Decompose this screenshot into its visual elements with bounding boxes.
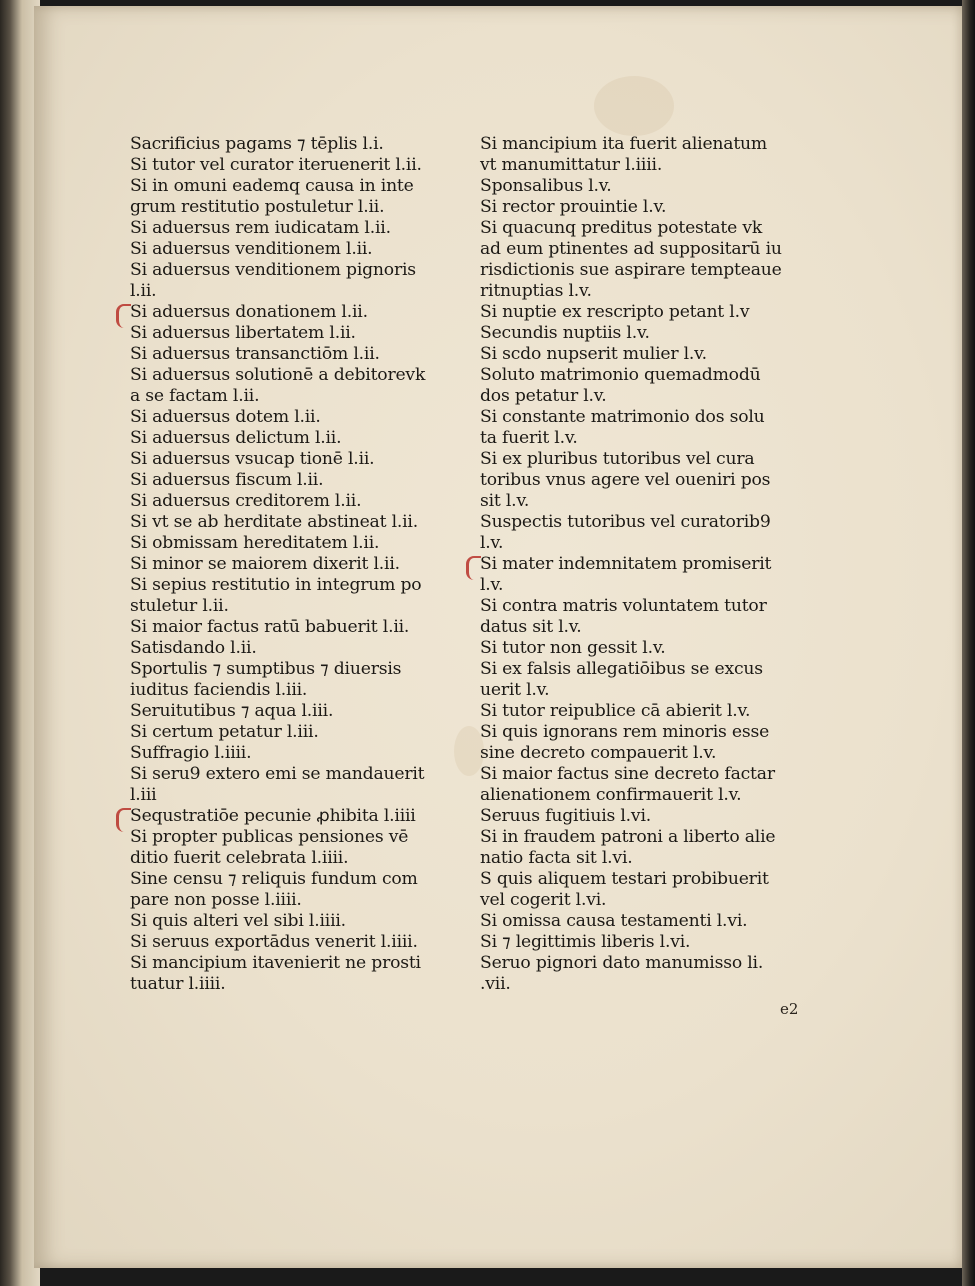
text-line: Si mancipium itavenierit ne prosti <box>130 953 421 973</box>
text-line: iuditus faciendis l.iii. <box>130 680 308 700</box>
text-line: natio facta sit l.vi. <box>480 848 633 868</box>
text-line: stuletur l.ii. <box>130 596 229 616</box>
right-text-column <box>480 134 810 995</box>
text-line: grum restitutio postuletur l.ii. <box>130 197 385 217</box>
text-line: Si vt se ab herditate abstineat l.ii. <box>130 512 418 532</box>
text-line: Si quacunq preditus potestate vk <box>480 218 763 238</box>
text-line: Si ⁊ legittimis liberis l.vi. <box>480 932 691 952</box>
text-line: vt manumittatur l.iiii. <box>480 155 663 175</box>
text-line: Sacrificius pagams ⁊ tēplis l.i. <box>130 134 384 154</box>
text-line: Si constante matrimonio dos solu <box>480 407 765 427</box>
text-line: Si aduersus fiscum l.ii. <box>130 470 324 490</box>
text-line: Si sepius restitutio in integrum po <box>130 575 422 595</box>
text-line: Si rector prouintie l.v. <box>480 197 667 217</box>
text-line: Si obmissam hereditatem l.ii. <box>130 533 380 553</box>
text-line: Si nuptie ex rescripto petant l.v <box>480 302 750 322</box>
text-line: Si mater indemnitatem promiserit <box>480 554 810 575</box>
text-line: Si quis alteri vel sibi l.iiii. <box>130 911 346 931</box>
text-line: Si aduersus dotem l.ii. <box>130 407 321 427</box>
text-line: Si mancipium ita fuerit alienatum <box>480 134 768 154</box>
text-line: dos petatur l.v. <box>480 386 607 406</box>
text-line: Si aduersus donationem l.ii. <box>130 302 455 323</box>
text-line: sit l.v. <box>480 491 530 511</box>
text-line: Si aduersus rem iudicatam l.ii. <box>130 218 391 238</box>
text-line: Si in fraudem patroni a liberto alie <box>480 827 776 847</box>
text-line: Si seruus exportādus venerit l.iiii. <box>130 932 418 952</box>
text-line: Satisdando l.ii. <box>130 638 257 658</box>
text-line: risdictionis sue aspirare tempteaue <box>480 260 782 280</box>
text-line: Si certum petatur l.iii. <box>130 722 319 742</box>
text-line: Si aduersus vsucap tionē l.ii. <box>130 449 375 469</box>
paper-stain <box>594 76 674 136</box>
text-line: Si maior factus ratū babuerit l.ii. <box>130 617 410 637</box>
text-line: Si minor se maiorem dixerit l.ii. <box>130 554 400 574</box>
text-line: Si aduersus delictum l.ii. <box>130 428 342 448</box>
text-line: Si contra matris voluntatem tutor <box>480 596 767 616</box>
text-line: tuatur l.iiii. <box>130 974 226 994</box>
text-line: Sine censu ⁊ reliquis fundum com <box>130 869 418 889</box>
text-line: Seruus fugitiuis l.vi. <box>480 806 651 826</box>
text-line: .vii. <box>480 974 511 994</box>
text-line: l.v. <box>480 575 504 595</box>
text-line: S quis aliquem testari probibuerit <box>480 869 769 889</box>
text-line: Si quis ignorans rem minoris esse <box>480 722 770 742</box>
text-line: Suffragio l.iiii. <box>130 743 252 763</box>
signature-mark: e2 <box>780 1000 799 1018</box>
text-line: alienationem confirmauerit l.v. <box>480 785 742 805</box>
page-edge <box>962 0 975 1286</box>
text-line: Si tutor non gessit l.v. <box>480 638 666 658</box>
text-line: datus sit l.v. <box>480 617 582 637</box>
text-line: l.iii <box>130 785 157 805</box>
text-line: Sequstratiōe pecunie ꝓhibita l.iiii <box>130 806 455 827</box>
text-line: pare non posse l.iiii. <box>130 890 302 910</box>
text-line: Si aduersus libertatem l.ii. <box>130 323 356 343</box>
text-line: uerit l.v. <box>480 680 550 700</box>
text-line: a se factam l.ii. <box>130 386 260 406</box>
text-line: Sponsalibus l.v. <box>480 176 612 196</box>
text-line: sine decreto compauerit l.v. <box>480 743 717 763</box>
text-line: Si in omuni eademq causa in inte <box>130 176 414 196</box>
text-line: l.v. <box>480 533 504 553</box>
text-line: Si aduersus solutionē a debitorevk <box>130 365 426 385</box>
text-line: Si omissa causa testamenti l.vi. <box>480 911 748 931</box>
text-line: l.ii. <box>130 281 157 301</box>
left-text-column <box>130 134 455 995</box>
text-line: Si scdo nupserit mulier l.v. <box>480 344 707 364</box>
text-line: Sportulis ⁊ sumptibus ⁊ diuersis <box>130 659 402 679</box>
text-line: Si tutor vel curator iteruenerit l.ii. <box>130 155 422 175</box>
text-line: Si maior factus sine decreto factar <box>480 764 775 784</box>
text-line: Si ex pluribus tutoribus vel cura <box>480 449 755 469</box>
text-line: Seruitutibus ⁊ aqua l.iii. <box>130 701 334 721</box>
text-line: Seruo pignori dato manumisso li. <box>480 953 764 973</box>
text-line: Suspectis tutoribus vel curatorib9 <box>480 512 771 532</box>
text-line: Si propter publicas pensiones vē <box>130 827 409 847</box>
text-line: Si seru9 extero emi se mandauerit <box>130 764 425 784</box>
text-line: ritnuptias l.v. <box>480 281 592 301</box>
text-line: Si aduersus venditionem pignoris <box>130 260 416 280</box>
text-line: Si aduersus venditionem l.ii. <box>130 239 373 259</box>
text-line: Si aduersus creditorem l.ii. <box>130 491 362 511</box>
text-line: ditio fuerit celebrata l.iiii. <box>130 848 349 868</box>
text-line: ad eum ptinentes ad suppositarū iu <box>480 239 782 259</box>
text-line: ta fuerit l.v. <box>480 428 578 448</box>
text-line: Secundis nuptiis l.v. <box>480 323 650 343</box>
text-line: vel cogerit l.vi. <box>480 890 607 910</box>
text-line: Si ex falsis allegatiōibus se excus <box>480 659 763 679</box>
text-line: Si tutor reipublice cā abierit l.v. <box>480 701 751 721</box>
text-line: toribus vnus agere vel oueniri pos <box>480 470 771 490</box>
text-line: Soluto matrimonio quemadmodū <box>480 365 761 385</box>
text-line: Si aduersus transanctiōm l.ii. <box>130 344 380 364</box>
